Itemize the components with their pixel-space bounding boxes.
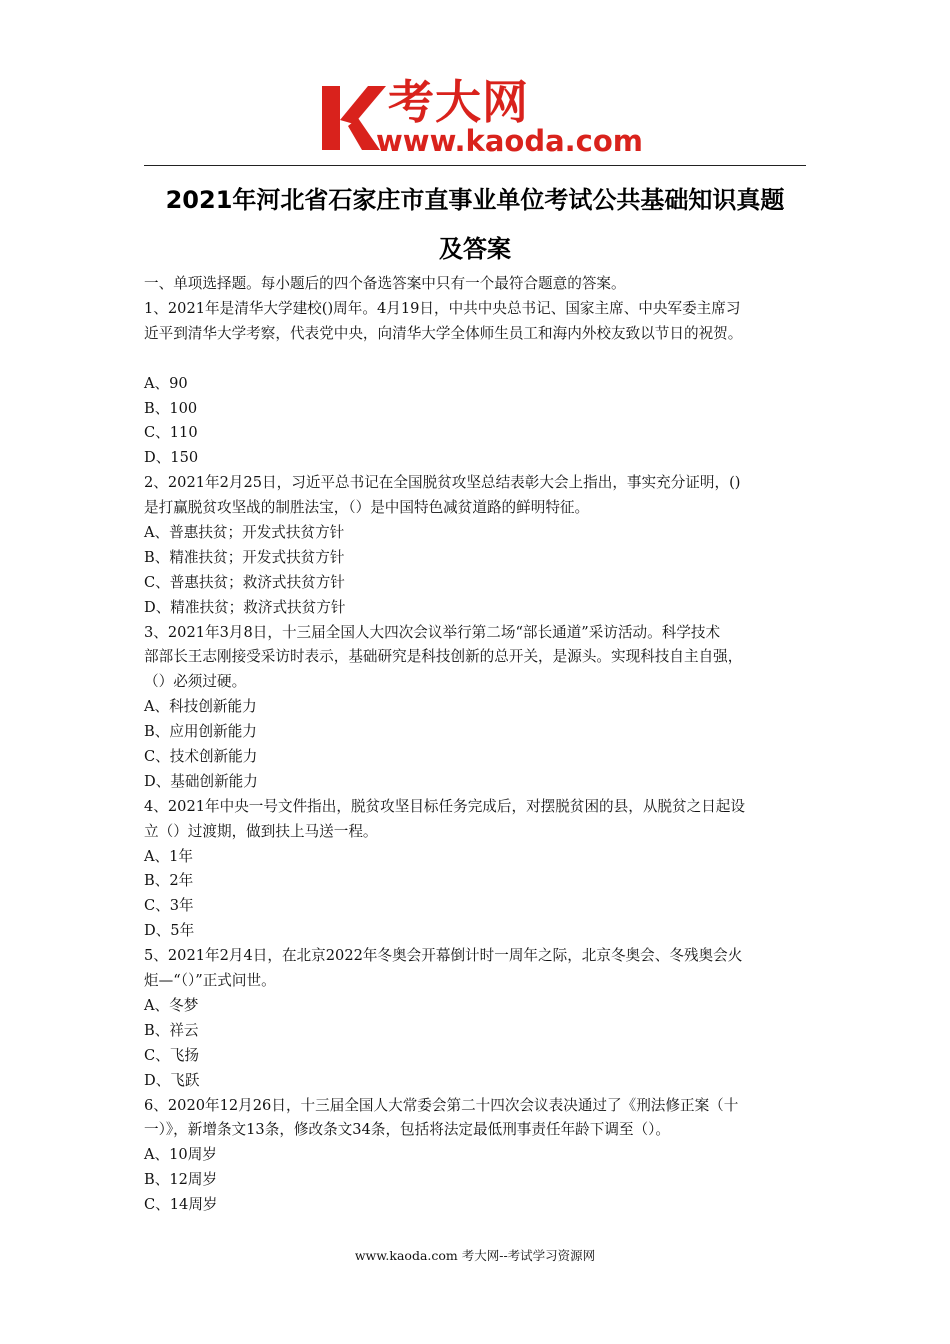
question-text: 部部长王志刚接受采访时表示，基础研究是科技创新的总开关，是源头。实现科技自主自强， [144,648,743,666]
question-text: 3、2021年3月8日，十三届全国人大四次会议举行第二场“部长通道”采访活动。科学技术 [144,623,721,641]
question-text: 立（）过渡期，做到扶上马送一程。 [144,822,378,840]
answer-option: C、技术创新能力 [144,748,258,766]
question-text: 5、2021年2月4日，在北京2022年冬奥会开幕倒计时一周年之际，北京冬奥会、冬残奥会火 [144,947,743,965]
answer-option: D、5年 [144,922,195,940]
question-item [144,944,814,1093]
question-item [144,621,814,795]
answer-option: A、普惠扶贫；开发式扶贫方针 [144,524,345,542]
answer-option: A、冬梦 [144,996,199,1014]
question-text: 4、2021年中央一号文件指出，脱贫攻坚目标任务完成后，对摆脱贫困的县，从脱贫之日起设 [144,797,745,815]
answer-option: C、3年 [144,897,194,915]
answer-option: C、14周岁 [144,1196,218,1214]
question-text: 2、2021年2月25日，习近平总书记在全国脱贫攻坚总结表彰大会上指出，事实充分证明，() [144,474,741,492]
document-title-line2: 及答案 [439,235,511,263]
document-title-line1: 2021年河北省石家庄市直事业单位考试公共基础知识真题 [165,186,785,214]
answer-option: B、2年 [144,872,194,890]
header-divider [144,165,806,166]
document-body [144,272,814,1218]
question-text: 近平到清华大学考察，代表党中央，向清华大学全体师生员工和海内外校友致以节日的祝贺。 [144,324,743,342]
answer-option: C、110 [144,424,198,442]
answer-option: D、150 [144,449,199,467]
site-logo[interactable] [318,75,643,162]
answer-option: C、飞扬 [144,1046,199,1064]
answer-option: B、祥云 [144,1021,199,1039]
question-text: 炬—“（）”正式问世。 [144,972,276,990]
question-text: 6、2020年12月26日，十三届全国人大常委会第二十四次会议表决通过了《刑法修正案（十 [144,1096,739,1114]
question-item [144,297,814,471]
question-item [144,1094,814,1218]
answer-option: B、精准扶贫；开发式扶贫方针 [144,548,345,566]
question-text: 是打赢脱贫攻坚战的制胜法宝，（）是中国特色减贫道路的鲜明特征。 [144,499,590,517]
question-item [144,795,814,944]
answer-option: B、12周岁 [144,1171,218,1189]
question-text: （）必须过硬。 [144,673,247,691]
question-item [144,471,814,620]
answer-option: A、90 [144,374,188,392]
answer-option: A、1年 [144,847,194,865]
answer-option: A、科技创新能力 [144,698,257,716]
answer-option: D、精准扶贫；救济式扶贫方针 [144,598,346,616]
page-footer[interactable]: www.kaoda.com 考大网--考试学习资源网 [354,1248,596,1263]
answer-option: A、10周岁 [144,1146,217,1164]
answer-option: B、100 [144,399,198,417]
logo-brand-name: 考大网 [388,75,529,129]
section-heading: 一、单项选择题。每小题后的四个备选答案中只有一个最符合题意的答案。 [144,275,626,292]
logo-brand-url: www.kaoda.com [376,124,643,158]
answer-option: D、飞跃 [144,1071,200,1089]
question-text: 1、2021年是清华大学建校()周年。4月19日，中共中央总书记、国家主席、中央军委主席习 [144,299,741,317]
answer-option: C、普惠扶贫；救济式扶贫方针 [144,573,345,591]
answer-option: D、基础创新能力 [144,772,258,790]
blank-line [144,347,814,372]
answer-option: B、应用创新能力 [144,723,257,741]
question-text: 一）》，新增条文13条，修改条文34条，包括将法定最低刑事责任年龄下调至（）。 [144,1121,671,1139]
